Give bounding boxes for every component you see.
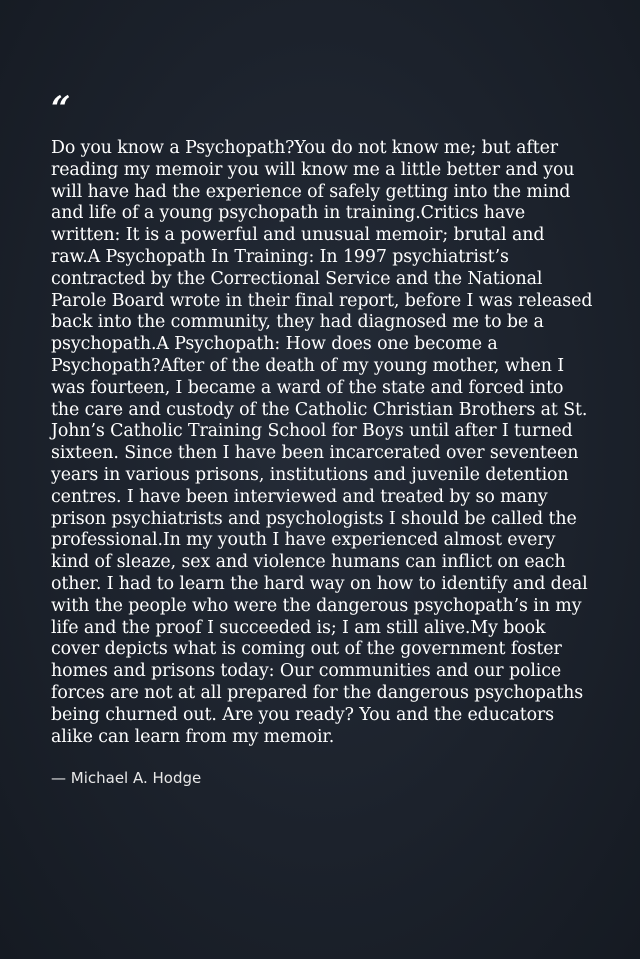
quote-mark-icon: “ <box>51 89 71 129</box>
quote-author: — Michael A. Hodge <box>51 769 202 788</box>
quote-text: Do you know a Psychopath?You do not know me; but after reading my memoir you will know me a little better and you will have had the experience of safely getting into the mind and life of a young psychopath in training.Critics have written: It is a powerful and unusual memoir; brutal and raw.A Psychopath In Training: In 1997 psychiatrist’s contracted by the Correctional Service and the National Parole Board wrote in their final report, before I was released back into the community, they had diagnosed me to be a psychopath.A Psychopath: How does one become a Psychopath?After of the death of my young mother, when I was fourteen, I became a ward of the state and forced into the care and custody of the Catholic Christian Brothers at St. John’s Catholic Training School for Boys until after I turned sixteen. Since then I have been incarcerated over seventeen years in various prisons, institutions and juvenile detention centres. I have been interviewed and treated by so many prison psychiatrists and psychologists I should be called the professional.In my youth I have experienced almost every kind of sleaze, sex and violence humans can inflict on each other. I had to learn the hard way on how to identify and deal with the people who were the dangerous psychopath’s in my life and the proof I succeeded is; I am still alive.My book cover depicts what is coming out of the government foster homes and prisons today: Our communities and our police forces are not at all prepared for the dangerous psychopaths being churned out. Are you ready? You and the educators alike can learn from my memoir. <box>51 138 593 747</box>
quote-card <box>51 89 596 788</box>
